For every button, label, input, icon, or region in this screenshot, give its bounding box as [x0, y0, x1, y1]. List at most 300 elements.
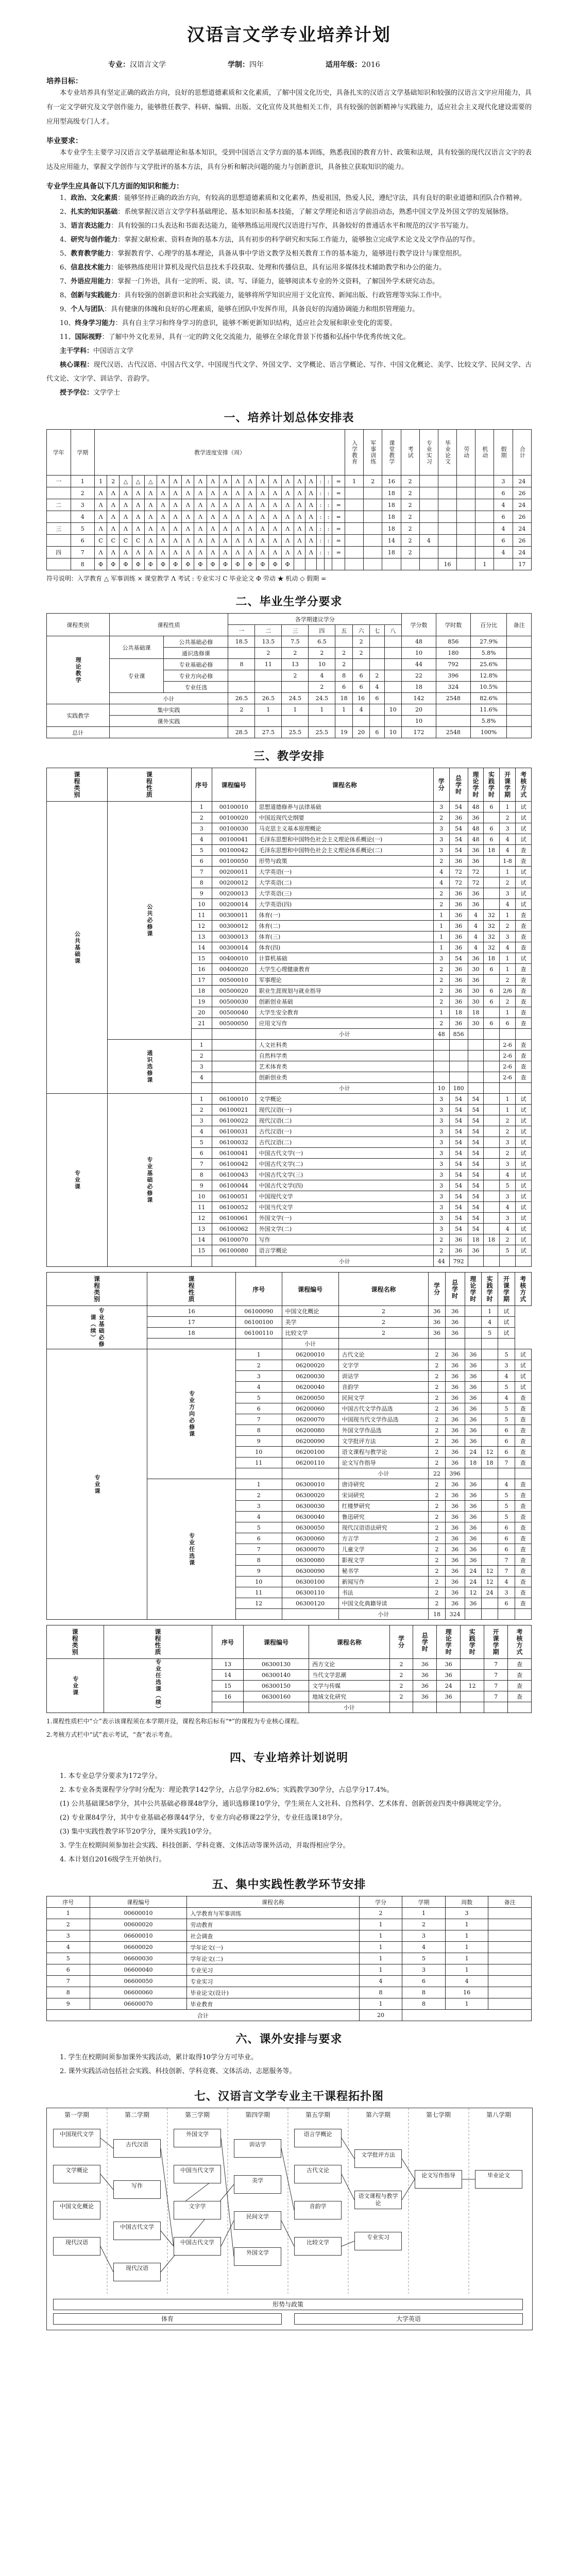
teaching-head-cell: 课程名称 [309, 1625, 389, 1659]
course-cell: 6 [498, 1436, 515, 1447]
credits-value: 16 [352, 693, 369, 704]
course-cell: 36 [465, 1360, 481, 1371]
teaching-head-cell: 序号 [235, 1273, 282, 1306]
course-cell [461, 1670, 484, 1681]
course-cell: 36 [429, 1317, 445, 1328]
week-cell: Λ [194, 476, 207, 487]
week-cell: Λ [207, 487, 219, 499]
course-cell: 3 [434, 1180, 450, 1191]
week-total [438, 523, 456, 535]
course-cell: 00400010 [212, 953, 256, 964]
course-cell: 10 [191, 899, 212, 910]
week-total [438, 547, 456, 558]
skill-number: 2、 [60, 208, 71, 216]
week-cell: : [317, 511, 325, 523]
course-cell: 9 [191, 1180, 212, 1191]
course-name: 大学生心理健康教育 [256, 964, 433, 975]
practice-head-cell: 备注 [488, 1896, 532, 1908]
course-name: 美学 [282, 1317, 338, 1328]
course-cell: 36 [445, 1512, 465, 1522]
week-cell: Λ [219, 547, 231, 558]
credits-value [335, 636, 352, 648]
course-cell: 24 [437, 1681, 461, 1691]
week-cell: Φ [207, 558, 219, 570]
pe-bar: 体育 [53, 2313, 282, 2325]
course-row [47, 1659, 532, 1670]
subtotal-cell [413, 1702, 437, 1713]
course-cell: 查 [508, 1659, 532, 1670]
course-name: 毛泽东思想和中国特色社会主义理论体系概论(二) [256, 845, 433, 856]
course-name: 创新创业基础 [256, 996, 433, 1007]
course-cell: 6 [484, 834, 500, 845]
course-cell: 36 [449, 1018, 468, 1029]
skill-number: 6、 [60, 264, 71, 272]
course-cell: 36 [445, 1317, 465, 1328]
week-cell: : [325, 535, 332, 547]
credits-value: 8 [335, 670, 352, 682]
course-cell: 2 [389, 1659, 413, 1670]
course-category: 专业课 [47, 1349, 147, 1620]
course-cell: 36 [445, 1436, 465, 1447]
teaching-head-cell: 理论学时 [468, 768, 484, 802]
course-cell: 6 [498, 1544, 515, 1555]
course-cell: 1 [235, 1349, 282, 1360]
subtotal-cell: 324 [445, 1609, 465, 1620]
week-total [438, 511, 456, 523]
course-cell: 5 [498, 1501, 515, 1512]
subtotal-cell: 792 [449, 1256, 468, 1267]
subtotal-cell: 小计 [256, 1029, 433, 1040]
course-cell: 4 [499, 1224, 516, 1234]
week-cell: Λ [244, 523, 257, 535]
week-total: 17 [513, 558, 531, 570]
subtotal-cell [212, 1083, 256, 1094]
course-cell [434, 1072, 450, 1083]
course-cell: 06300140 [243, 1670, 309, 1681]
course-cell: 36 [445, 1349, 465, 1360]
practice-row [47, 1953, 532, 1964]
course-cell [468, 1061, 484, 1072]
course-cell: 36 [468, 1245, 484, 1256]
course-cell: 3 [191, 1061, 212, 1072]
course-cell: 36 [437, 1659, 461, 1670]
course-cell: 试 [498, 1306, 515, 1317]
course-cell: 54 [449, 1115, 468, 1126]
course-cell: 36 [465, 1533, 481, 1544]
course-cell [468, 1072, 484, 1083]
subtotal-cell [498, 1338, 515, 1349]
credits-value: 10.5% [470, 682, 506, 693]
week-cell: Λ [132, 499, 144, 511]
credits-value [309, 716, 335, 727]
course-cell: 06100041 [212, 1148, 256, 1159]
course-cell: 3 [434, 834, 450, 845]
course-node: 中国文化概论 [53, 2201, 100, 2219]
course-cell: 5 [498, 1414, 515, 1425]
course-cell: 06100110 [235, 1328, 282, 1338]
credits-value: 6 [370, 693, 384, 704]
credits-value: 1 [309, 704, 335, 716]
week-total: 24 [513, 547, 531, 558]
course-cell: 试 [516, 953, 532, 964]
course-cell: 36 [445, 1544, 465, 1555]
skill-text: ：掌握文献检索、资料查询的基本方法，具有初步的科学研究和实际工作能力，能够独立完成学术论文及文学作品的写作。 [117, 236, 480, 244]
course-cell: 2 [499, 996, 516, 1007]
subtotal-cell [482, 1338, 498, 1349]
course-name: 中国古代文学作品选 [338, 1403, 429, 1414]
course-cell [468, 1050, 484, 1061]
credits-value: 2 [282, 648, 309, 659]
section-7-title: 七、汉语言文学专业主干课程拓扑图 [194, 2090, 384, 2103]
explanation-item: (3) 集中实践性教学环节20学分，课外实践10学分。 [60, 1828, 216, 1836]
week-total [419, 523, 438, 535]
row-term: 8 [71, 558, 95, 570]
section-3-title: 三、教学安排 [253, 750, 325, 763]
practice-cell [488, 1976, 532, 1987]
week-cell: : [317, 547, 325, 558]
course-cell: 36 [437, 1691, 461, 1702]
head-year: 学年 [47, 430, 71, 476]
credits-sub: 专业方向必修 [164, 670, 228, 682]
week-cell: Λ [207, 511, 219, 523]
credits-value: 6 [370, 727, 384, 738]
course-cell: 3 [434, 1105, 450, 1115]
course-cell: 14 [212, 1670, 244, 1681]
week-cell: Λ [207, 535, 219, 547]
course-cell: 36 [445, 1447, 465, 1458]
practice-cell: 8 [402, 1998, 446, 2010]
week-total [438, 476, 456, 487]
course-row [47, 1349, 532, 1360]
course-cell: 36 [465, 1436, 481, 1447]
teaching-head-cell: 学分 [389, 1625, 413, 1659]
practice-total-row [47, 2010, 532, 2021]
course-name: 鲁迅研究 [338, 1512, 429, 1522]
head-weeks: 教学进度安排（周） [95, 430, 345, 476]
course-cell: 06100070 [212, 1234, 256, 1245]
week-total [475, 499, 494, 511]
course-cell: 6 [499, 1018, 516, 1029]
course-cell: 4 [499, 899, 516, 910]
course-cell: 查 [515, 1490, 531, 1501]
course-cell: 2 [429, 1447, 445, 1458]
course-cell [484, 1191, 500, 1202]
head-col: 劳动 [457, 430, 475, 476]
course-cell: 查 [515, 1436, 531, 1447]
course-cell [212, 1040, 256, 1050]
course-cell: 4 [482, 1317, 498, 1328]
week-cell: Λ [132, 511, 144, 523]
course-name: 创新创业类 [256, 1072, 433, 1083]
course-cell: 2 [429, 1533, 445, 1544]
course-cell: 00500050 [212, 1018, 256, 1029]
week-cell: Λ [294, 535, 305, 547]
course-cell: 7 [191, 867, 212, 877]
course-cell: 30 [468, 1018, 484, 1029]
course-cell: 06200050 [282, 1393, 338, 1403]
explanation-item: 1. 本专业总学分要求为172学分。 [60, 1772, 162, 1780]
practice-cell: 2 [402, 1919, 446, 1930]
course-cell: 3 [191, 1115, 212, 1126]
practice-cell: 1 [359, 1942, 402, 1953]
week-cell: Λ [231, 499, 244, 511]
skill-item [46, 302, 532, 316]
teaching-table-3 [46, 1625, 532, 1713]
course-cell: 54 [468, 1094, 484, 1105]
week-total: 4 [494, 499, 513, 511]
week-total: 6 [494, 511, 513, 523]
week-total: 24 [513, 476, 531, 487]
course-cell: 30 [468, 964, 484, 975]
prerequisite-arrow [100, 2138, 113, 2148]
week-cell: Λ [182, 511, 194, 523]
row-year: 三 [47, 523, 71, 535]
credits-remark [507, 682, 532, 693]
practice-cell: 1 [47, 1908, 90, 1919]
credits-sub: 公共基础必修 [164, 636, 228, 648]
week-total: 16 [382, 476, 401, 487]
course-node: 文学批评方法 [354, 2149, 402, 2168]
course-cell: 试 [516, 802, 532, 812]
subtotal-cell [338, 1338, 429, 1349]
course-cell: 查 [515, 1403, 531, 1414]
week-cell: = [332, 476, 345, 487]
credits-value: 48 [401, 636, 436, 648]
course-cell: 4 [498, 1577, 515, 1587]
course-cell [482, 1360, 498, 1371]
course-cell: 试 [515, 1371, 531, 1382]
credits-value: 2 [255, 648, 282, 659]
course-cell: 3 [434, 845, 450, 856]
week-cell: Λ [144, 547, 157, 558]
subtotal-cell [484, 1256, 500, 1267]
policy-bar: 形势与政策 [53, 2299, 523, 2310]
week-cell: Φ [169, 558, 182, 570]
course-cell: 15 [191, 1245, 212, 1256]
section-1-title: 一、培养计划总体安排表 [224, 411, 354, 425]
course-cell: 36 [413, 1659, 437, 1670]
practice-cell [488, 1987, 532, 1998]
course-cell: 5 [498, 1349, 515, 1360]
credits-row [47, 693, 532, 704]
credits-kind: 公共基础课 [109, 636, 164, 659]
week-total [364, 499, 382, 511]
course-cell: 00200013 [212, 888, 256, 899]
course-cell: 2 [429, 1436, 445, 1447]
course-cell: 54 [449, 834, 468, 845]
course-cell: 12 [482, 1447, 498, 1458]
course-cell: 4 [434, 867, 450, 877]
teaching-header [47, 768, 532, 802]
week-total: 24 [513, 499, 531, 511]
skill-number: 11、 [60, 333, 75, 341]
week-cell: Λ [207, 476, 219, 487]
course-kind: 公共必修课 [108, 802, 192, 1040]
course-cell [484, 856, 500, 867]
course-cell: 06200100 [282, 1447, 338, 1458]
week-cell: = [332, 523, 345, 535]
course-cell: 2 [434, 812, 450, 823]
course-cell: 00100041 [212, 834, 256, 845]
practice-head-cell: 课程编号 [90, 1896, 187, 1908]
week-cell: Λ [257, 535, 269, 547]
course-node: 中国现代文学 [53, 2129, 100, 2147]
course-cell: 3 [499, 931, 516, 942]
course-cell: 06300160 [243, 1691, 309, 1702]
course-node: 语言学概论 [294, 2129, 342, 2147]
course-cell: 06100021 [212, 1105, 256, 1115]
course-cell: 3 [499, 1159, 516, 1170]
week-total [364, 535, 382, 547]
head-col: 课堂教学 [382, 430, 401, 476]
practice-cell: 00600010 [90, 1908, 187, 1919]
course-cell: 5 [499, 1180, 516, 1191]
course-cell: 2/6 [499, 986, 516, 996]
course-cell: 16 [147, 1306, 236, 1317]
subtotal-cell [212, 1256, 256, 1267]
teaching-head-cell: 课程性质 [104, 1625, 212, 1659]
practice-row [47, 1987, 532, 1998]
practice-cell: 3 [47, 1930, 90, 1942]
course-node: 音韵学 [294, 2201, 342, 2219]
credits-remark [507, 704, 532, 716]
skill-number: 8、 [60, 292, 71, 299]
course-kind: 专业任选课（续） [104, 1659, 212, 1713]
week-total: 3 [494, 476, 513, 487]
subtotal-cell: 10 [434, 1083, 450, 1094]
week-cell: Λ [305, 535, 317, 547]
week-cell: Λ [281, 476, 294, 487]
practice-cell [488, 1908, 532, 1919]
course-node: 现代汉语 [113, 2263, 161, 2281]
practice-cell: 06600020 [90, 1942, 187, 1953]
week-total [401, 558, 419, 570]
practice-total-label: 合计 [47, 2010, 360, 2021]
course-cell: 36 [468, 856, 484, 867]
course-name: 中国现当代文学作品选 [338, 1414, 429, 1425]
subtotal-cell [516, 1256, 532, 1267]
week-cell: Λ [169, 476, 182, 487]
course-cell: 4 [235, 1382, 282, 1393]
practice-cell: 1 [402, 1908, 446, 1919]
subtotal-cell: 小计 [256, 1083, 433, 1094]
row-term: 1 [71, 476, 95, 487]
course-name: 中国现代文学 [256, 1191, 433, 1202]
row-year [47, 558, 71, 570]
practice-cell: 1 [359, 1998, 402, 2010]
course-cell: 36 [465, 1349, 481, 1360]
week-cell: Λ [269, 535, 281, 547]
week-cell: Λ [120, 547, 132, 558]
course-name: 毛泽东思想和中国特色社会主义理论体系概论(一) [256, 834, 433, 845]
practice-cell: 5 [402, 1953, 446, 1964]
course-cell: 查 [515, 1587, 531, 1598]
section-2-title: 二、毕业生学分要求 [235, 595, 343, 608]
course-name: 外国文学(二) [256, 1224, 433, 1234]
credits-category: 实践教学 [47, 704, 110, 727]
week-cell: : [325, 511, 332, 523]
course-cell: 20 [191, 1007, 212, 1018]
course-name: 影视文学 [338, 1555, 429, 1566]
teaching-head-cell: 理论学时 [465, 1273, 481, 1306]
course-cell: 试 [516, 1245, 532, 1256]
course-cell: 2 [499, 921, 516, 931]
course-cell: 54 [449, 823, 468, 834]
course-cell: 8 [235, 1425, 282, 1436]
week-cell: Λ [144, 523, 157, 535]
subtotal-cell [282, 1609, 338, 1620]
course-cell: 06300010 [282, 1479, 338, 1490]
course-name: 文学与传媒 [309, 1681, 389, 1691]
course-cell: 00300011 [212, 910, 256, 921]
week-cell: Λ [305, 499, 317, 511]
course-cell: 36 [449, 996, 468, 1007]
course-cell [484, 1213, 500, 1224]
teaching-head-cell: 总学时 [413, 1625, 437, 1659]
week-cell: : [317, 535, 325, 547]
practice-cell: 1 [445, 1930, 488, 1942]
credits-value: 26.5 [228, 693, 255, 704]
course-cell: 2 [191, 812, 212, 823]
course-cell: 06300110 [282, 1587, 338, 1598]
week-cell: : [325, 547, 332, 558]
credits-value: 28.5 [228, 727, 255, 738]
term-label: 第三学期 [184, 2111, 210, 2119]
course-cell: 54 [468, 1213, 484, 1224]
subtotal-cell [498, 1609, 515, 1620]
course-cell: 06100032 [212, 1137, 256, 1148]
week-cell: Λ [305, 547, 317, 558]
skill-item [46, 275, 532, 289]
course-name: 文学概论 [256, 1094, 433, 1105]
course-cell: 8 [235, 1555, 282, 1566]
course-name: 思想道德修养与法律基础 [256, 802, 433, 812]
week-cell: Λ [169, 523, 182, 535]
course-cell: 36 [445, 1555, 465, 1566]
course-cell: 查 [516, 1061, 532, 1072]
week-total [345, 511, 363, 523]
course-node: 民间文学 [234, 2211, 281, 2230]
teaching-head-cell: 课程类别 [47, 768, 108, 802]
course-name: 语文课程与教学论 [338, 1447, 429, 1458]
course-cell: 试 [516, 1191, 532, 1202]
course-cell: 3 [498, 1360, 515, 1371]
practice-cell: 06600050 [90, 1976, 187, 1987]
course-cell: 1 [235, 1479, 282, 1490]
credits-row [47, 636, 532, 648]
course-cell: 6 [484, 964, 500, 975]
course-cell: 试 [516, 1234, 532, 1245]
week-cell: Φ [244, 558, 257, 570]
course-cell: 试 [516, 867, 532, 877]
week-total: 18 [382, 487, 401, 499]
week-total [364, 487, 382, 499]
week-total [419, 487, 438, 499]
course-cell: 查 [516, 1050, 532, 1061]
week-cell: Λ [132, 523, 144, 535]
course-cell: 2 [429, 1544, 445, 1555]
course-cell: 00100042 [212, 845, 256, 856]
course-cell: 试 [516, 812, 532, 823]
week-cell: Λ [120, 499, 132, 511]
teaching-head-cell: 开课学期 [484, 1625, 508, 1659]
calendar-table [46, 429, 532, 570]
course-cell: 2 [434, 986, 450, 996]
course-cell: 2 [429, 1512, 445, 1522]
course-cell [434, 1040, 450, 1050]
week-cell: Λ [169, 547, 182, 558]
credits-value [370, 648, 384, 659]
